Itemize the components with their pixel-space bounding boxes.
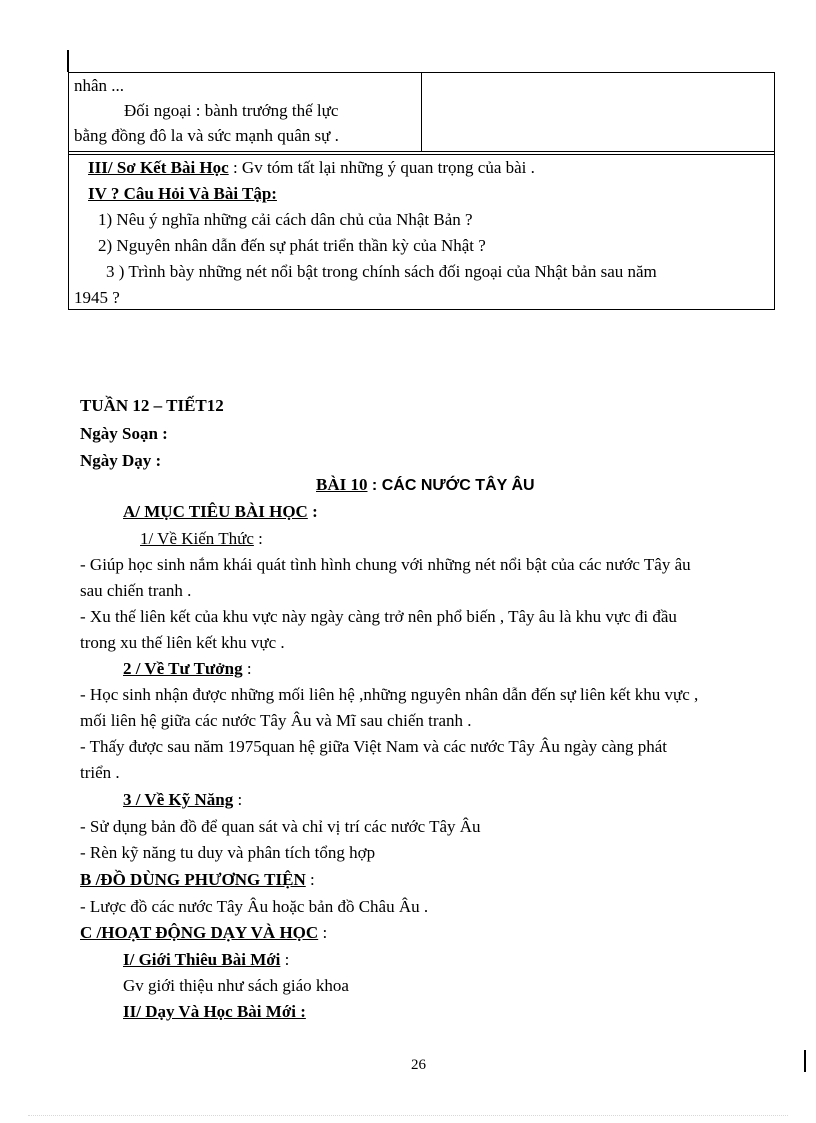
- knowledge-line-2b: trong xu thế liên kết khu vực .: [80, 633, 285, 652]
- text-cursor-mark: [67, 50, 69, 72]
- table-border-bottom: [68, 309, 775, 310]
- thought-heading-text: 2 / Về Tư Tưởng: [123, 659, 243, 678]
- table-row1-line1: nhân ...: [74, 76, 125, 95]
- page-number: 26: [411, 1057, 426, 1073]
- skills-line-2: - Rèn kỹ năng tu duy và phân tích tổng hợp: [80, 843, 376, 862]
- table-row1-line2: Đối ngoại : bành trướng thế lực: [124, 101, 339, 120]
- section-b-line-1: - Lược đồ các nước Tây Âu hoặc bản đồ Châu Âu .: [80, 897, 429, 916]
- teach-date-label: Ngày Dạy :: [80, 451, 162, 470]
- skills-heading-suffix: :: [233, 790, 243, 809]
- section-b-heading-suffix: :: [305, 870, 315, 889]
- page-bottom-divider: [28, 1115, 788, 1116]
- table-row-divider-2: [68, 154, 775, 155]
- section-b-heading-text: B /ĐỒ DÙNG PHƯƠNG TIỆN: [80, 870, 306, 889]
- lesson-title-text: : CÁC NƯỚC TÂY ÂU: [367, 477, 535, 494]
- thought-heading: [123, 659, 252, 679]
- intro-heading-text: I/ Giới Thiêu Bài Mới: [123, 950, 281, 969]
- table-border-left: [68, 72, 69, 310]
- lesson-label: BÀI 10: [316, 475, 368, 494]
- skills-heading-text: 3 / Về Kỹ Năng: [123, 790, 234, 809]
- summary-heading: III/ Sơ Kết Bài Học: [88, 158, 229, 177]
- thought-line-1a: - Học sinh nhận được những mối liên hệ ,những nguyên nhân dẫn đến sự liên kết khu vực ,: [80, 685, 699, 704]
- intro-text: Gv giới thiệu như sách giáo khoa: [123, 976, 349, 995]
- section-c-heading-suffix: :: [318, 923, 328, 942]
- section-c-heading-text: C /HOẠT ĐỘNG DẠY VÀ HỌC: [80, 923, 319, 942]
- knowledge-line-1b: sau chiến tranh .: [80, 581, 192, 600]
- questions-heading: IV ? Câu Hỏi Và Bài Tập:: [88, 184, 277, 203]
- summary-text: : Gv tóm tất lại những ý quan trọng của bài .: [228, 158, 535, 177]
- table-row1-line3: bằng đồng đô la và sức mạnh quân sự .: [74, 126, 339, 145]
- summary-line: [88, 158, 535, 178]
- lesson-title: [316, 475, 535, 495]
- question-1: 1) Nêu ý nghĩa những cải cách dân chủ của Nhật Bản ?: [98, 210, 473, 229]
- table-border-right: [774, 72, 775, 310]
- skills-line-1: - Sử dụng bản đồ để quan sát và chỉ vị trí các nước Tây Âu: [80, 817, 481, 836]
- knowledge-line-1a: - Giúp học sinh nắm khái quát tình hình chung với những nét nổi bật của các nước Tây âu: [80, 555, 691, 574]
- knowledge-heading: [140, 529, 263, 549]
- section-a-heading: [123, 502, 318, 522]
- question-3-continued: 1945 ?: [74, 288, 120, 307]
- table-column-divider: [421, 72, 422, 152]
- section-a-heading-suffix: :: [307, 502, 318, 521]
- question-3: 3 ) Trình bày những nét nổi bật trong chính sách đối ngoại của Nhật bản sau năm: [106, 262, 657, 281]
- intro-heading-suffix: :: [280, 950, 290, 969]
- table-row-divider: [68, 151, 775, 152]
- knowledge-line-2a: - Xu thế liên kết của khu vực này ngày càng trở nên phổ biến , Tây âu là khu vực đi đầu: [80, 607, 677, 626]
- prep-date-label: Ngày Soạn :: [80, 424, 168, 443]
- knowledge-heading-suffix: :: [253, 529, 263, 548]
- question-2: 2) Nguyên nhân dẫn đến sự phát triển thần kỳ của Nhật ?: [98, 236, 486, 255]
- section-b-heading: [80, 870, 315, 890]
- skills-heading: [123, 790, 242, 810]
- week-period-label: TUẦN 12 – TIẾT12: [80, 396, 224, 415]
- teaching-heading: II/ Dạy Và Học Bài Mới :: [123, 1002, 306, 1021]
- thought-line-2b: triển .: [80, 763, 120, 782]
- thought-line-1b: mối liên hệ giữa các nước Tây Âu và Mĩ sau chiến tranh .: [80, 711, 472, 730]
- thought-line-2a: - Thấy được sau năm 1975quan hệ giữa Việt Nam và các nước Tây Âu ngày càng phát: [80, 737, 668, 756]
- intro-heading: [123, 950, 289, 970]
- thought-heading-suffix: :: [242, 659, 252, 678]
- section-c-heading: [80, 923, 327, 943]
- right-margin-mark: [804, 1050, 806, 1072]
- knowledge-heading-text: 1/ Về Kiến Thức: [140, 529, 254, 548]
- section-a-heading-text: A/ MỤC TIÊU BÀI HỌC: [123, 502, 308, 521]
